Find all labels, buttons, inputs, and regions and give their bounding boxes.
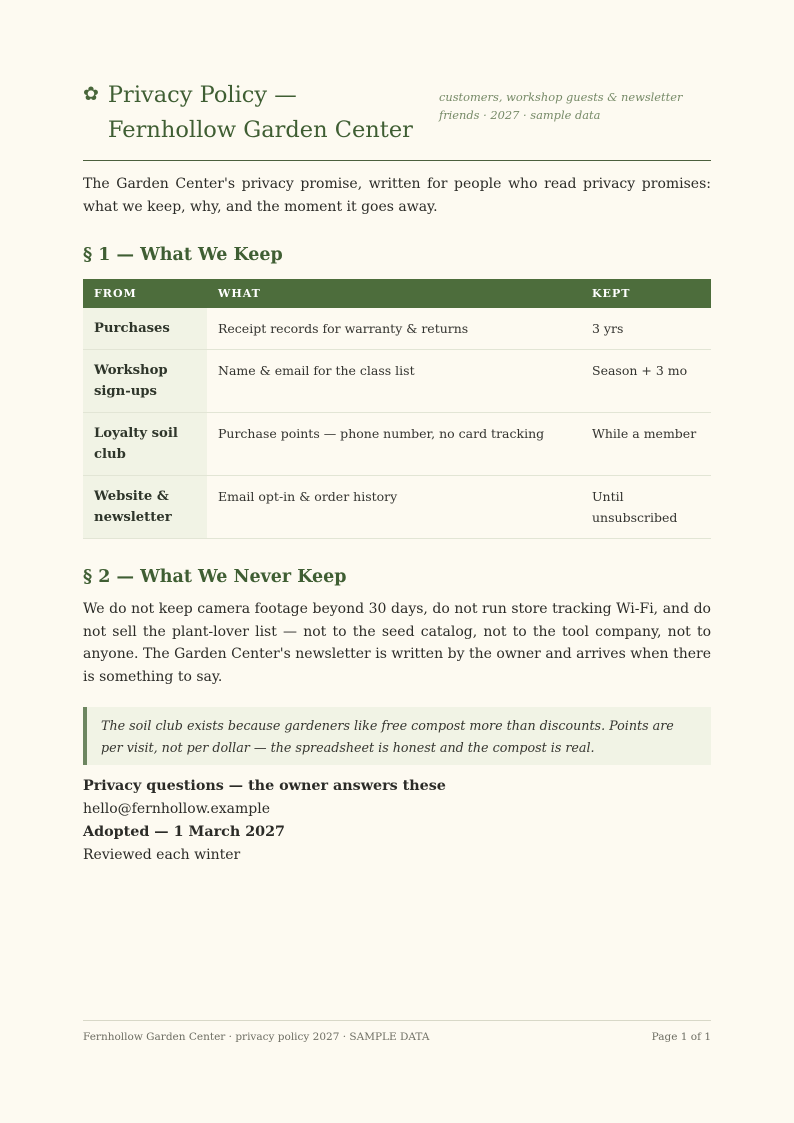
row-kept: Until unsubscribed xyxy=(581,476,711,539)
row-what: Receipt records for warranty & returns xyxy=(207,308,581,350)
adopted-date: Adopted — 1 March 2027 xyxy=(83,824,285,840)
footer-left: Fernhollow Garden Center · privacy policy 2027 · SAMPLE DATA xyxy=(83,1031,430,1043)
page-subtitle: customers, workshop guests & newsletter friends · 2027 · sample data xyxy=(439,90,683,122)
header-divider xyxy=(83,160,711,161)
section-2-heading: § 2 — What We Never Keep xyxy=(83,567,347,587)
column-header-what: WHAT xyxy=(207,279,581,308)
row-from: Loyalty soil club xyxy=(83,413,207,476)
privacy-questions-label: Privacy questions — the owner answers these xyxy=(83,778,446,794)
table-row xyxy=(83,476,711,539)
retention-table xyxy=(83,279,711,539)
page-title: Privacy Policy — Fernhollow Garden Center xyxy=(107,82,413,143)
page-footer xyxy=(83,1020,711,1043)
flower-icon: ✿ xyxy=(83,83,99,105)
contact-block xyxy=(83,775,711,867)
intro-paragraph: The Garden Center's privacy promise, written for people who read privacy promises: what we keep, why, and the moment it goes away. xyxy=(83,176,711,215)
table-row xyxy=(83,350,711,413)
row-from: Workshop sign-ups xyxy=(83,350,207,413)
page-header xyxy=(83,78,711,148)
review-note: Reviewed each winter xyxy=(83,847,241,863)
contact-email: hello@fernhollow.example xyxy=(83,801,270,817)
row-what: Purchase points — phone number, no card tracking xyxy=(207,413,581,476)
policy-page xyxy=(83,78,711,867)
row-what: Email opt-in & order history xyxy=(207,476,581,539)
table-row xyxy=(83,413,711,476)
table-row xyxy=(83,308,711,350)
soil-club-callout: The soil club exists because gardeners like free compost more than discounts. Points are per visit, not per dollar — the spreadsheet is honest and the compost is real. xyxy=(83,707,711,765)
row-kept: Season + 3 mo xyxy=(581,350,711,413)
row-what: Name & email for the class list xyxy=(207,350,581,413)
column-header-from: FROM xyxy=(83,279,207,308)
table-header-row xyxy=(83,279,711,308)
row-kept: While a member xyxy=(581,413,711,476)
column-header-kept: KEPT xyxy=(581,279,711,308)
section-1-heading: § 1 — What We Keep xyxy=(83,245,283,265)
title-block xyxy=(83,78,423,148)
page-number: Page 1 of 1 xyxy=(651,1031,711,1043)
section-2-body: We do not keep camera footage beyond 30 days, do not run store tracking Wi-Fi, and do not sell the plant-lover list — not to the seed catalog, not to the tool company, not to anyone. The Garden Center's newsletter is written by the owner and arrives when there is something to say. xyxy=(83,601,711,685)
row-from: Website & newsletter xyxy=(83,476,207,539)
row-from: Purchases xyxy=(83,308,207,350)
row-kept: 3 yrs xyxy=(581,308,711,350)
